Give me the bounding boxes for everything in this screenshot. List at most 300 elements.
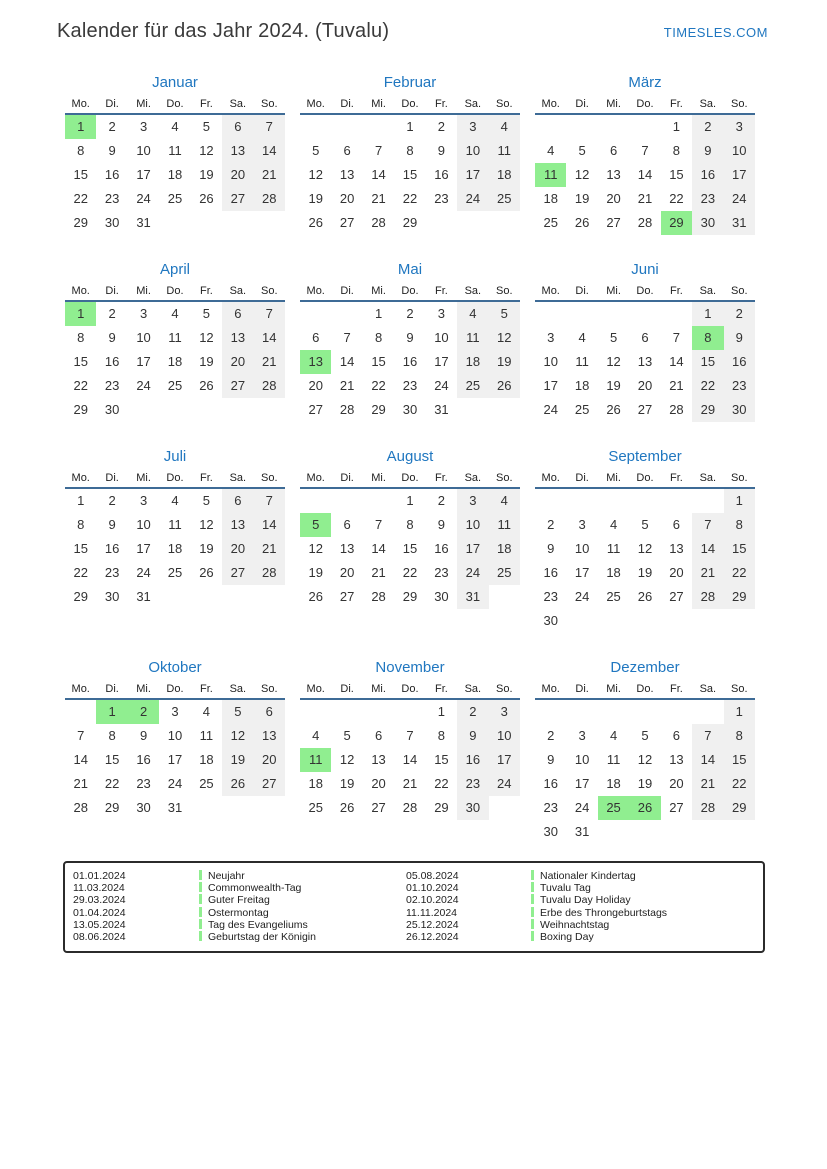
legend-date: 01.01.2024 <box>73 870 126 882</box>
day-cell: 22 <box>724 772 755 796</box>
legend-holiday-name <box>531 907 757 919</box>
day-cell: 20 <box>339 191 355 206</box>
day-cell: 30 <box>543 613 558 628</box>
day-cell: 25 <box>574 402 590 417</box>
day-cell: 26 <box>339 800 355 815</box>
day-cell: 2 <box>724 302 755 326</box>
day-cell: 16 <box>543 776 558 791</box>
weekday-header: Mi. <box>371 472 386 484</box>
weekday-header: Di. <box>340 472 354 484</box>
day-cell: 25 <box>489 561 520 585</box>
day-cell: 20 <box>222 163 253 187</box>
day-cell: 18 <box>574 378 590 393</box>
month-title: April <box>159 261 190 278</box>
week-row <box>65 326 285 350</box>
day-cell: 2 <box>457 700 488 724</box>
day-cell: 10 <box>136 143 151 158</box>
empty-day-cell <box>363 115 394 139</box>
day-cell: 19 <box>574 191 590 206</box>
day-cell: 26 <box>308 215 323 230</box>
day-cell: 18 <box>489 163 520 187</box>
day-cell: 25 <box>167 191 183 206</box>
empty-day-cell <box>363 700 394 724</box>
day-cell: 13 <box>637 354 653 369</box>
weekday-header: Mi. <box>136 472 151 484</box>
weekday-header: Di. <box>105 472 119 484</box>
day-cell: 11 <box>606 541 621 556</box>
legend-date: 01.04.2024 <box>73 906 126 919</box>
weekday-header: So. <box>261 683 278 695</box>
week-row <box>535 585 755 609</box>
day-cell: 26 <box>222 772 253 796</box>
day-cell: 12 <box>637 541 653 556</box>
day-cell: 19 <box>308 565 323 580</box>
empty-day-cell <box>661 489 692 513</box>
holiday-day-cell: 25 <box>598 796 629 820</box>
legend-date: 13.05.2024 <box>73 918 126 931</box>
empty-day-cell <box>566 609 597 633</box>
day-cell: 21 <box>73 776 88 791</box>
day-cell: 23 <box>104 191 120 206</box>
empty-day-cell <box>566 489 597 513</box>
day-cell: 7 <box>641 143 649 158</box>
day-cell: 28 <box>637 215 653 230</box>
day-cell: 19 <box>606 378 621 393</box>
day-cell: 23 <box>457 772 488 796</box>
empty-day-cell <box>692 609 723 633</box>
empty-day-cell <box>598 820 629 844</box>
day-cell: 24 <box>136 191 151 206</box>
day-cell: 23 <box>136 776 151 791</box>
weekday-header-row <box>300 472 520 489</box>
month-juni <box>535 261 755 422</box>
day-cell: 21 <box>254 537 285 561</box>
day-cell: 14 <box>692 537 723 561</box>
weekday-header: Di. <box>340 98 354 110</box>
empty-day-cell <box>191 796 222 820</box>
day-cell: 6 <box>343 143 351 158</box>
empty-day-cell <box>535 489 566 513</box>
day-cell: 18 <box>199 752 214 767</box>
day-cell: 23 <box>104 378 120 393</box>
day-cell: 12 <box>574 167 590 182</box>
week-row <box>300 211 520 235</box>
legend-date: 01.10.2024 <box>406 882 459 895</box>
empty-day-cell <box>629 700 660 724</box>
empty-day-cell <box>661 700 692 724</box>
day-cell: 31 <box>724 211 755 235</box>
weekday-header: Mo. <box>71 472 90 484</box>
weekday-header: Fr. <box>670 98 683 110</box>
day-cell: 2 <box>437 119 446 134</box>
day-cell: 11 <box>457 326 488 350</box>
weekday-header: Do. <box>401 472 419 484</box>
day-cell: 11 <box>606 752 621 767</box>
day-cell: 3 <box>547 330 555 345</box>
day-cell: 10 <box>167 728 183 743</box>
weekday-header: So. <box>261 285 278 297</box>
weekday-header: Sa. <box>699 683 717 695</box>
day-cell: 26 <box>199 191 214 206</box>
legend-date: 08.06.2024 <box>73 931 126 944</box>
day-cell: 2 <box>108 306 116 321</box>
weekday-header: Fr. <box>200 472 213 484</box>
day-cell: 27 <box>339 589 355 604</box>
day-cell: 19 <box>339 776 355 791</box>
empty-day-cell <box>598 700 629 724</box>
day-cell: 17 <box>136 354 151 369</box>
day-cell: 7 <box>254 115 285 139</box>
day-cell: 25 <box>167 378 183 393</box>
day-cell: 7 <box>406 728 414 743</box>
weekday-header: Sa. <box>464 683 482 695</box>
legend-holiday-name <box>531 931 757 943</box>
month-februar <box>300 74 520 235</box>
day-cell: 15 <box>73 167 88 182</box>
legend-holiday-name <box>199 931 406 943</box>
day-cell: 13 <box>339 541 355 556</box>
weekday-header: Sa. <box>464 98 482 110</box>
legend-holiday-name <box>199 882 406 894</box>
weekday-header: Mo. <box>306 683 325 695</box>
day-cell: 24 <box>136 378 151 393</box>
week-row <box>65 398 285 422</box>
legend-date: 11.11.2024 <box>406 906 457 919</box>
month-title: Januar <box>152 74 198 91</box>
week-row <box>65 772 285 796</box>
day-cell: 13 <box>222 513 253 537</box>
empty-day-cell <box>489 211 520 235</box>
day-cell: 18 <box>167 541 183 556</box>
week-row <box>65 585 285 609</box>
holiday-marker <box>199 870 202 880</box>
holiday-marker <box>531 870 534 880</box>
day-cell: 17 <box>457 537 488 561</box>
empty-day-cell <box>457 398 488 422</box>
day-cell: 24 <box>434 378 449 393</box>
week-row <box>300 350 520 374</box>
day-cell: 18 <box>167 167 183 182</box>
legend-holiday-label: Ostermontag <box>208 906 269 919</box>
empty-day-cell <box>363 489 394 513</box>
day-cell: 4 <box>312 728 320 743</box>
day-cell: 24 <box>543 402 558 417</box>
day-cell: 12 <box>339 752 355 767</box>
legend-date: 11.03.2024 <box>73 882 125 895</box>
month-august <box>300 448 520 609</box>
day-cell: 13 <box>669 541 684 556</box>
day-cell: 7 <box>77 728 85 743</box>
calendar-grid <box>65 74 768 844</box>
day-cell: 9 <box>139 728 148 743</box>
weekday-header: Sa. <box>464 472 482 484</box>
day-cell: 8 <box>108 728 116 743</box>
empty-day-cell <box>692 700 723 724</box>
day-cell: 24 <box>489 772 520 796</box>
week-row <box>535 302 755 326</box>
weekday-header: Fr. <box>435 98 448 110</box>
day-cell: 22 <box>402 565 418 580</box>
day-cell: 23 <box>402 378 418 393</box>
weekday-header: Sa. <box>699 285 717 297</box>
day-cell: 17 <box>167 752 183 767</box>
day-cell: 22 <box>73 191 88 206</box>
day-cell: 22 <box>402 191 418 206</box>
day-cell: 6 <box>641 330 649 345</box>
day-cell: 2 <box>547 517 555 532</box>
day-cell: 17 <box>724 163 755 187</box>
day-cell: 3 <box>578 517 586 532</box>
day-cell: 7 <box>374 143 383 158</box>
weekday-header: Sa. <box>229 683 247 695</box>
day-cell: 27 <box>669 800 684 815</box>
weekday-header: Mi. <box>136 98 151 110</box>
empty-day-cell <box>254 796 285 820</box>
empty-day-cell <box>191 398 222 422</box>
empty-day-cell <box>331 302 362 326</box>
weekday-header: Sa. <box>229 98 247 110</box>
day-cell: 20 <box>669 565 684 580</box>
weekday-header: Mi. <box>606 285 621 297</box>
holiday-day-cell: 29 <box>661 211 692 235</box>
day-cell: 17 <box>543 378 558 393</box>
day-cell: 22 <box>104 776 120 791</box>
week-row <box>300 772 520 796</box>
day-cell: 13 <box>371 752 386 767</box>
month-title: September <box>608 448 682 465</box>
day-cell: 7 <box>254 489 285 513</box>
day-cell: 6 <box>222 115 253 139</box>
day-cell: 1 <box>406 119 414 134</box>
day-cell: 9 <box>108 517 116 532</box>
day-cell: 26 <box>199 378 214 393</box>
day-cell: 29 <box>371 402 386 417</box>
weekday-header: Mo. <box>306 98 325 110</box>
week-row <box>535 772 755 796</box>
day-cell: 9 <box>547 752 555 767</box>
day-cell: 29 <box>724 796 755 820</box>
week-row <box>535 326 755 350</box>
day-cell: 5 <box>202 493 211 508</box>
empty-day-cell <box>254 211 285 235</box>
day-cell: 14 <box>402 752 418 767</box>
month-title: Oktober <box>148 659 202 676</box>
legend-holiday-name <box>531 870 757 882</box>
day-cell: 20 <box>637 378 653 393</box>
month-title: November <box>375 659 445 676</box>
empty-day-cell <box>65 700 96 724</box>
holiday-marker <box>531 882 534 892</box>
week-row <box>300 326 520 350</box>
day-cell: 19 <box>637 565 653 580</box>
day-cell: 20 <box>606 191 621 206</box>
day-cell: 21 <box>254 163 285 187</box>
weekday-header: Do. <box>166 683 184 695</box>
day-cell: 25 <box>199 776 214 791</box>
day-cell: 10 <box>136 330 151 345</box>
weekday-header: Do. <box>636 285 654 297</box>
day-cell: 3 <box>139 119 148 134</box>
day-cell: 30 <box>136 800 151 815</box>
weekday-header: So. <box>496 472 513 484</box>
day-cell: 29 <box>402 215 418 230</box>
day-cell: 22 <box>434 776 449 791</box>
day-cell: 15 <box>73 541 88 556</box>
holiday-marker <box>531 931 534 941</box>
empty-day-cell <box>222 796 253 820</box>
holiday-day-cell: 13 <box>300 350 331 374</box>
weekday-header: Fr. <box>200 98 213 110</box>
day-cell: 23 <box>543 589 558 604</box>
day-cell: 14 <box>669 354 684 369</box>
day-cell: 5 <box>578 143 586 158</box>
day-cell: 3 <box>457 115 488 139</box>
day-cell: 30 <box>457 796 488 820</box>
day-cell: 12 <box>606 354 621 369</box>
weekday-header: Sa. <box>699 472 717 484</box>
day-cell: 10 <box>136 517 151 532</box>
week-row <box>535 211 755 235</box>
weekday-header: Fr. <box>200 285 213 297</box>
holiday-marker <box>199 919 202 929</box>
empty-day-cell <box>566 700 597 724</box>
day-cell: 28 <box>254 374 285 398</box>
day-cell: 27 <box>222 187 253 211</box>
day-cell: 18 <box>606 565 621 580</box>
day-cell: 15 <box>724 537 755 561</box>
day-cell: 13 <box>669 752 684 767</box>
day-cell: 10 <box>574 752 590 767</box>
day-cell: 1 <box>724 700 755 724</box>
day-cell: 16 <box>104 541 120 556</box>
day-cell: 2 <box>406 306 414 321</box>
day-cell: 1 <box>77 493 85 508</box>
day-cell: 20 <box>371 776 386 791</box>
site-link[interactable]: TIMESLES.COM <box>663 25 768 40</box>
day-cell: 30 <box>104 589 120 604</box>
legend-holiday-name <box>531 919 757 931</box>
day-cell: 11 <box>199 728 214 743</box>
day-cell: 11 <box>575 354 589 369</box>
weekday-header: Mi. <box>606 98 621 110</box>
day-cell: 15 <box>371 354 386 369</box>
day-cell: 31 <box>167 800 183 815</box>
week-row <box>535 187 755 211</box>
day-cell: 17 <box>434 354 449 369</box>
day-cell: 5 <box>202 119 211 134</box>
day-cell: 3 <box>139 306 148 321</box>
day-cell: 17 <box>136 167 151 182</box>
day-cell: 25 <box>308 800 323 815</box>
holiday-day-cell: 26 <box>629 796 660 820</box>
day-cell: 14 <box>339 354 355 369</box>
week-row <box>65 489 285 513</box>
day-cell: 28 <box>402 800 418 815</box>
empty-day-cell <box>254 585 285 609</box>
day-cell: 10 <box>489 724 520 748</box>
weekday-header: Do. <box>401 98 419 110</box>
legend-holiday-label: Guter Freitag <box>208 894 270 907</box>
weekday-header: Mo. <box>541 472 560 484</box>
day-cell: 22 <box>692 374 723 398</box>
holiday-day-cell: 5 <box>300 513 331 537</box>
weekday-header: Fr. <box>670 285 683 297</box>
day-cell: 9 <box>437 143 446 158</box>
day-cell: 17 <box>574 565 590 580</box>
empty-day-cell <box>300 302 331 326</box>
week-row <box>300 796 520 820</box>
weekday-header-row <box>535 472 755 489</box>
day-cell: 4 <box>547 143 555 158</box>
weekday-header: So. <box>496 683 513 695</box>
day-cell: 16 <box>104 167 120 182</box>
month-dezember <box>535 659 755 844</box>
day-cell: 18 <box>543 191 558 206</box>
day-cell: 16 <box>724 350 755 374</box>
day-cell: 5 <box>222 700 253 724</box>
day-cell: 9 <box>406 330 414 345</box>
day-cell: 14 <box>254 326 285 350</box>
empty-day-cell <box>159 398 190 422</box>
day-cell: 27 <box>222 561 253 585</box>
legend-date: 29.03.2024 <box>73 894 126 907</box>
empty-day-cell <box>598 489 629 513</box>
day-cell: 19 <box>308 191 323 206</box>
weekday-header-row <box>65 98 285 115</box>
week-row <box>535 537 755 561</box>
day-cell: 12 <box>489 326 520 350</box>
weekday-header: Di. <box>575 472 589 484</box>
empty-day-cell <box>331 700 362 724</box>
day-cell: 20 <box>669 776 684 791</box>
day-cell: 5 <box>609 330 618 345</box>
week-row <box>300 115 520 139</box>
weekday-header: Sa. <box>699 98 717 110</box>
day-cell: 10 <box>543 354 558 369</box>
empty-day-cell <box>535 302 566 326</box>
day-cell: 2 <box>547 728 555 743</box>
day-cell: 23 <box>104 565 120 580</box>
day-cell: 26 <box>606 402 621 417</box>
empty-day-cell <box>661 302 692 326</box>
weekday-header: Fr. <box>670 472 683 484</box>
day-cell: 8 <box>77 143 85 158</box>
weekday-header: Di. <box>105 285 119 297</box>
weekday-header-row <box>535 285 755 302</box>
weekday-header: So. <box>731 472 748 484</box>
day-cell: 10 <box>457 139 488 163</box>
day-cell: 28 <box>371 215 386 230</box>
day-cell: 10 <box>724 139 755 163</box>
week-row <box>300 302 520 326</box>
day-cell: 9 <box>437 517 446 532</box>
day-cell: 2 <box>692 115 723 139</box>
day-cell: 9 <box>692 139 723 163</box>
day-cell: 22 <box>724 561 755 585</box>
weekday-header: Do. <box>636 98 654 110</box>
empty-day-cell <box>629 302 660 326</box>
day-cell: 25 <box>489 187 520 211</box>
day-cell: 11 <box>168 143 182 158</box>
empty-day-cell <box>724 820 755 844</box>
day-cell: 3 <box>457 489 488 513</box>
day-cell: 12 <box>199 330 214 345</box>
empty-day-cell <box>222 211 253 235</box>
day-cell: 10 <box>434 330 449 345</box>
holiday-day-cell: 2 <box>128 700 159 724</box>
week-row <box>65 796 285 820</box>
weekday-header: Do. <box>166 472 184 484</box>
